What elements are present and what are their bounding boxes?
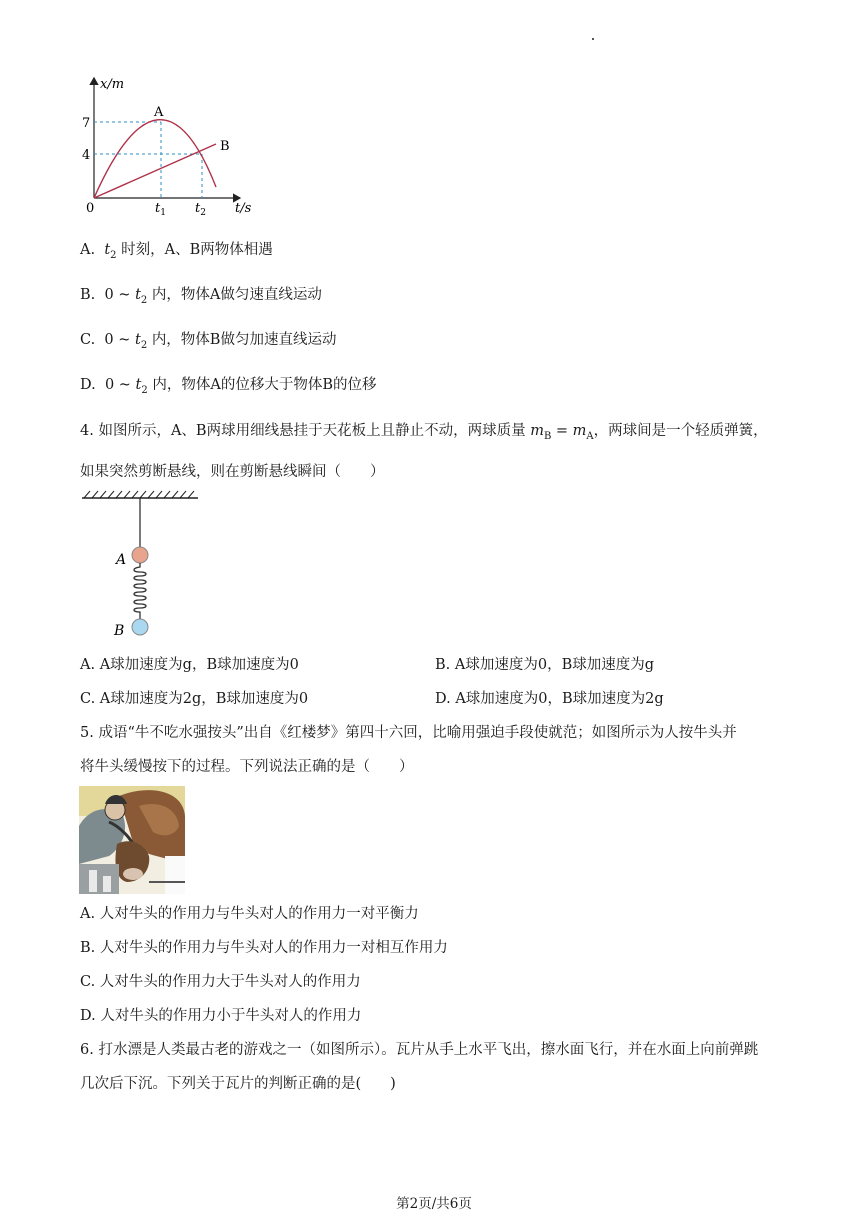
ball-a [132, 547, 148, 563]
x-t-graph [76, 72, 266, 222]
ball-a-label: A [116, 552, 127, 568]
q6-question-line1: 6. 打水漂是人类最古老的游戏之一（如图所示）。瓦片从手上水平飞出，擦水面飞行，并在水面上向前弹跳 [80, 1042, 759, 1058]
q3-option-c: C. 0 ~ $t_2$ 内，物体B做匀加速直线运动 [80, 332, 337, 351]
man-pressing-cow-head-illustration [79, 786, 185, 894]
ball-b-label: B [114, 623, 125, 639]
line-b-label: B [220, 139, 230, 154]
q5-option-b: B. 人对牛头的作用力与牛头对人的作用力一对相互作用力 [80, 940, 448, 956]
q5-option-c: C. 人对牛头的作用力大于牛头对人的作用力 [80, 974, 361, 990]
q5-option-a: A. 人对牛头的作用力与牛头对人的作用力一对平衡力 [80, 906, 419, 922]
q6-question-line2: 几次后下沉。下列关于瓦片的判断正确的是( ) [80, 1076, 396, 1092]
q4-option-d: D. A球加速度为0，B球加速度为2g [435, 691, 664, 707]
q5-question-line2: 将牛头缓慢按下的过程。下列说法正确的是（ ） [80, 759, 414, 775]
curve-a [94, 120, 216, 198]
q3-option-a: A. $t_2$ 时刻，A、B两物体相遇 [80, 242, 273, 261]
q4-question-line2: 如果突然剪断悬线，则在剪断悬线瞬间（ ） [80, 464, 385, 480]
page-number: 第2页/共6页 [396, 1196, 472, 1212]
q4-question-line1: 4. 如图所示，A、B两球用细线悬挂于天花板上且静止不动，两球质量 $m_B = m_A$，两球间是一个轻质弹簧， [80, 423, 768, 442]
y-axis-label: x/m [100, 77, 125, 92]
ceiling-hatch [84, 491, 194, 498]
curve-a-label: A [154, 105, 164, 120]
q4-option-a: A. A球加速度为g，B球加速度为0 [80, 657, 299, 673]
x-axis-label: t/s [235, 201, 252, 216]
x-tick-t1: $t_1$ [155, 201, 166, 218]
origin-label: 0 [86, 201, 95, 216]
y-tick-4: 4 [82, 148, 91, 163]
q3-option-d: D. 0 ~ $t_2$ 内，物体A的位移大于物体B的位移 [80, 377, 377, 396]
ball-b [132, 619, 148, 635]
line-b [94, 144, 216, 198]
spring [134, 563, 146, 620]
q3-option-b: B. 0 ~ $t_2$ 内，物体A做匀速直线运动 [80, 287, 322, 306]
x-tick-t2: $t_2$ [195, 201, 206, 218]
q5-option-d: D. 人对牛头的作用力小于牛头对人的作用力 [80, 1008, 362, 1024]
q4-option-b: B. A球加速度为0，B球加速度为g [435, 657, 655, 673]
q5-question-line1: 5. 成语“牛不吃水强按头”出自《红楼梦》第四十六回，比喻用强迫手段使就范；如图所示为人按牛头并 [80, 725, 737, 741]
y-tick-7: 7 [82, 116, 91, 131]
stray-dot [592, 38, 594, 40]
q4-option-c: C. A球加速度为2g，B球加速度为0 [80, 691, 309, 707]
spring-diagram [80, 490, 210, 640]
